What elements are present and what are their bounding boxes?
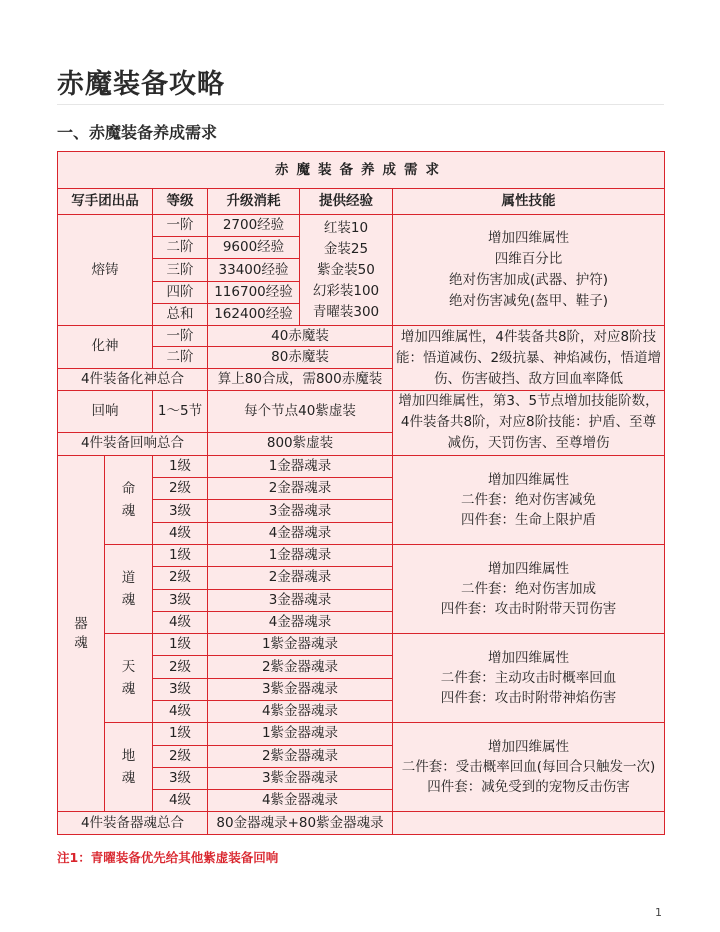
- level-cell: 二阶: [153, 237, 208, 259]
- table-row: [58, 634, 665, 656]
- header-level: 等级: [153, 189, 208, 214]
- level-cell: 3级: [153, 767, 208, 789]
- section-heading: 一、赤魔装备养成需求: [57, 123, 218, 142]
- cost-cell: 4金器魂录: [208, 522, 393, 544]
- level-cell: 四阶: [153, 281, 208, 303]
- level-cell: 一阶: [153, 214, 208, 236]
- empty-cell: [393, 812, 665, 835]
- echo-label: 回响: [58, 391, 153, 433]
- level-cell: 4级: [153, 790, 208, 812]
- forge-attr: 增加四维属性 四维百分比 绝对伤害加成(武器、护符) 绝对伤害减免(盔甲、鞋子): [393, 214, 665, 325]
- table-row: [58, 326, 665, 347]
- soul-attr: 增加四维属性 二件套：主动攻击时概率回血 四件套：攻击时附带神焰伤害: [393, 634, 665, 723]
- forge-exp: 红装10 金装25 紫金装50 幻彩装100 青曜装300: [300, 214, 393, 325]
- level-cell: 1～5节: [153, 391, 208, 433]
- deify-total-label: 4件装备化神总合: [58, 368, 208, 390]
- cost-cell: 4紫金器魂录: [208, 790, 393, 812]
- cost-cell: 4紫金器魂录: [208, 700, 393, 722]
- table-row: [58, 723, 665, 745]
- table-title: 赤魔装备养成需求: [58, 152, 665, 189]
- cost-cell: 1金器魂录: [208, 455, 393, 477]
- cost-cell: 116700经验: [208, 281, 300, 303]
- level-cell: 2级: [153, 656, 208, 678]
- deify-label: 化神: [58, 326, 153, 369]
- deify-total-cost: 算上80合成，需800赤魔装: [208, 368, 393, 390]
- level-cell: 1级: [153, 545, 208, 567]
- cost-cell: 3金器魂录: [208, 500, 393, 522]
- table-row: [58, 812, 665, 835]
- echo-attr: 增加四维属性，第3、5节点增加技能阶数，4件装备共8阶，对应8阶技能：护盾、至尊减伤，天罚伤害、至尊增伤: [393, 391, 665, 456]
- soul-group-label: 道 魂: [105, 545, 153, 634]
- soul-attr: 增加四维属性 二件套：绝对伤害加成 四件套：攻击时附带天罚伤害: [393, 545, 665, 634]
- deify-attr: 增加四维属性，4件装备共8阶，对应8阶技能：悟道减伤、2级抗暴、神焰减伤，悟道增伤、伤害破挡、敌方回血率降低: [393, 326, 665, 391]
- table-row: [58, 545, 665, 567]
- cost-cell: 2紫金器魂录: [208, 656, 393, 678]
- page-title: 赤魔装备攻略: [57, 69, 225, 100]
- header-cost: 升级消耗: [208, 189, 300, 214]
- cost-cell: 162400经验: [208, 303, 300, 325]
- table-row: [58, 455, 665, 477]
- forge-label: 熔铸: [58, 214, 153, 325]
- level-cell: 4级: [153, 522, 208, 544]
- title-divider: [57, 104, 664, 105]
- cost-cell: 3金器魂录: [208, 589, 393, 611]
- table-header-row: [58, 189, 665, 214]
- cost-cell: 1紫金器魂录: [208, 723, 393, 745]
- page-number: 1: [655, 906, 662, 919]
- soul-attr: 增加四维属性 二件套：绝对伤害减免 四件套：生命上限护盾: [393, 455, 665, 544]
- level-cell: 一阶: [153, 326, 208, 347]
- echo-total-cost: 800紫虚装: [208, 432, 393, 455]
- level-cell: 3级: [153, 589, 208, 611]
- level-cell: 3级: [153, 500, 208, 522]
- table-row: [58, 214, 665, 236]
- cost-cell: 2金器魂录: [208, 567, 393, 589]
- header-exp: 提供经验: [300, 189, 393, 214]
- cost-cell: 3紫金器魂录: [208, 767, 393, 789]
- soul-total-label: 4件装备器魂总合: [58, 812, 208, 835]
- table-title-row: [58, 152, 665, 189]
- cost-cell: 1紫金器魂录: [208, 634, 393, 656]
- cost-cell: 4金器魂录: [208, 611, 393, 633]
- cost-cell: 80赤魔装: [208, 347, 393, 368]
- level-cell: 2级: [153, 567, 208, 589]
- requirements-table: [57, 151, 665, 835]
- cost-cell: 9600经验: [208, 237, 300, 259]
- cost-cell: 40赤魔装: [208, 326, 393, 347]
- cost-cell: 3紫金器魂录: [208, 678, 393, 700]
- soul-label: 器 魂: [58, 455, 105, 812]
- soul-group-label: 地 魂: [105, 723, 153, 812]
- echo-total-label: 4件装备回响总合: [58, 432, 208, 455]
- level-cell: 二阶: [153, 347, 208, 368]
- cost-cell: 2金器魂录: [208, 478, 393, 500]
- cost-cell: 1金器魂录: [208, 545, 393, 567]
- header-attr: 属性技能: [393, 189, 665, 214]
- level-cell: 1级: [153, 723, 208, 745]
- level-cell: 1级: [153, 634, 208, 656]
- soul-group-label: 命 魂: [105, 455, 153, 544]
- level-cell: 1级: [153, 455, 208, 477]
- cost-cell: 2700经验: [208, 214, 300, 236]
- header-publisher: 写手团出品: [58, 189, 153, 214]
- level-cell: 三阶: [153, 259, 208, 281]
- soul-group-label: 天 魂: [105, 634, 153, 723]
- level-cell: 4级: [153, 611, 208, 633]
- footnote: 注1：青曜装备优先给其他紫虚装备回响: [57, 850, 279, 865]
- soul-attr: 增加四维属性 二件套：受击概率回血(每回合只触发一次) 四件套：减免受到的宠物反击伤害: [393, 723, 665, 812]
- soul-total-cost: 80金器魂录+80紫金器魂录: [208, 812, 393, 835]
- level-cell: 4级: [153, 700, 208, 722]
- level-cell: 2级: [153, 478, 208, 500]
- cost-cell: 33400经验: [208, 259, 300, 281]
- level-cell: 总和: [153, 303, 208, 325]
- requirements-table-container: [57, 151, 664, 835]
- cost-cell: 2紫金器魂录: [208, 745, 393, 767]
- table-row: [58, 391, 665, 433]
- cost-cell: 每个节点40紫虚装: [208, 391, 393, 433]
- level-cell: 3级: [153, 678, 208, 700]
- level-cell: 2级: [153, 745, 208, 767]
